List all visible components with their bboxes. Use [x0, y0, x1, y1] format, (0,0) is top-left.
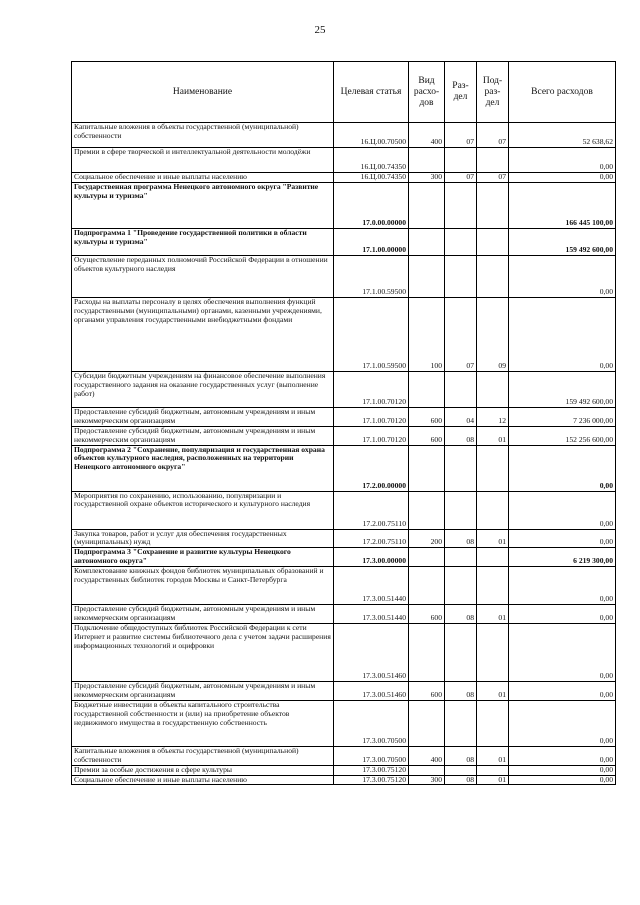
cell-section: 08	[445, 775, 477, 785]
cell-section: 08	[445, 426, 477, 445]
cell-section: 08	[445, 746, 477, 765]
cell-target: 17.1.00.70120	[334, 407, 409, 426]
cell-section	[445, 700, 477, 746]
table-row	[72, 228, 616, 255]
table-row	[72, 491, 616, 529]
cell-type	[409, 255, 445, 297]
cell-subsection: 01	[477, 426, 509, 445]
cell-target: 16.Ц.00.74350	[334, 173, 409, 183]
cell-name: Премии в сфере творческой и интеллектуальной деятельности молодёжи	[72, 148, 334, 173]
cell-name: Социальное обеспечение и иные выплаты населению	[72, 173, 334, 183]
table-row	[72, 529, 616, 548]
cell-name: Подпрограмма 1 "Проведение государственной политики в области культуры и туризма"	[72, 228, 334, 255]
cell-name: Предоставление субсидий бюджетным, автономным учреждениям и иным некоммерческим организациям	[72, 605, 334, 624]
cell-amount: 159 492 600,00	[509, 371, 616, 407]
cell-subsection	[477, 765, 509, 775]
table-row	[72, 123, 616, 148]
cell-subsection	[477, 228, 509, 255]
cell-target: 17.3.00.75120	[334, 775, 409, 785]
table-row	[72, 407, 616, 426]
cell-amount: 0,00	[509, 746, 616, 765]
cell-type	[409, 765, 445, 775]
cell-type	[409, 445, 445, 491]
cell-name: Закупка товаров, работ и услуг для обеспечения государственных (муниципальных) нужд	[72, 529, 334, 548]
cell-type: 200	[409, 529, 445, 548]
table-row	[72, 371, 616, 407]
cell-subsection: 01	[477, 681, 509, 700]
table-row	[72, 567, 616, 605]
cell-amount: 0,00	[509, 529, 616, 548]
cell-amount: 0,00	[509, 255, 616, 297]
cell-type: 300	[409, 173, 445, 183]
cell-name: Государственная программа Ненецкого автономного округа "Развитие культуры и туризма"	[72, 182, 334, 228]
cell-target: 17.0.00.00000	[334, 182, 409, 228]
cell-type: 600	[409, 426, 445, 445]
table-row	[72, 746, 616, 765]
cell-subsection: 09	[477, 297, 509, 371]
cell-type	[409, 548, 445, 567]
cell-amount: 0,00	[509, 297, 616, 371]
header-section: Раз-дел	[445, 62, 477, 123]
cell-type	[409, 700, 445, 746]
cell-name: Капитальные вложения в объекты государственной (муниципальной) собственности	[72, 123, 334, 148]
cell-name: Капитальные вложения в объекты государственной (муниципальной) собственности	[72, 746, 334, 765]
table-row	[72, 445, 616, 491]
cell-amount: 159 492 600,00	[509, 228, 616, 255]
table-row	[72, 255, 616, 297]
cell-amount: 0,00	[509, 681, 616, 700]
cell-target: 17.1.00.59500	[334, 255, 409, 297]
header-subsection: Под-раз-дел	[477, 62, 509, 123]
cell-section: 08	[445, 529, 477, 548]
cell-name: Субсидии бюджетным учреждениям на финансовое обеспечение выполнения государственного задания на оказание государственных услуг (выполнение работ)	[72, 371, 334, 407]
header-name: Наименование	[72, 62, 334, 123]
cell-type	[409, 148, 445, 173]
page-number: 25	[314, 24, 326, 36]
cell-amount: 0,00	[509, 765, 616, 775]
table-row	[72, 765, 616, 775]
cell-type: 600	[409, 407, 445, 426]
cell-subsection	[477, 623, 509, 681]
cell-amount: 166 445 100,00	[509, 182, 616, 228]
cell-name: Осуществление переданных полномочий Российской Федерации в отношении объектов культурного наследия	[72, 255, 334, 297]
cell-target: 17.3.00.70500	[334, 700, 409, 746]
table-row	[72, 775, 616, 785]
cell-type: 600	[409, 681, 445, 700]
cell-target: 17.1.00.00000	[334, 228, 409, 255]
table-body	[72, 123, 616, 785]
cell-name: Подпрограмма 3 "Сохранение и развитие культуры Ненецкого автономного округа"	[72, 548, 334, 567]
header-type: Вид расхо-дов	[409, 62, 445, 123]
cell-target: 17.3.00.51460	[334, 623, 409, 681]
cell-type	[409, 491, 445, 529]
cell-name: Расходы на выплаты персоналу в целях обеспечения выполнения функций государственными (муниципальными) органами, казенными учреждениями, органами управления государственными внебюджетными фондами	[72, 297, 334, 371]
cell-name: Предоставление субсидий бюджетным, автономным учреждениям и иным некоммерческим организациям	[72, 681, 334, 700]
cell-amount: 52 638,62	[509, 123, 616, 148]
cell-target: 17.2.00.75110	[334, 529, 409, 548]
cell-section	[445, 567, 477, 605]
cell-section	[445, 228, 477, 255]
cell-target: 17.3.00.51440	[334, 567, 409, 605]
cell-amount: 0,00	[509, 623, 616, 681]
cell-subsection	[477, 255, 509, 297]
cell-target: 17.3.00.51440	[334, 605, 409, 624]
cell-subsection	[477, 567, 509, 605]
cell-target: 17.1.00.70120	[334, 371, 409, 407]
cell-name: Социальное обеспечение и иные выплаты населению	[72, 775, 334, 785]
header-total: Всего расходов	[509, 62, 616, 123]
cell-section	[445, 548, 477, 567]
table-row	[72, 148, 616, 173]
cell-subsection: 01	[477, 775, 509, 785]
cell-amount: 0,00	[509, 700, 616, 746]
cell-section	[445, 182, 477, 228]
cell-subsection	[477, 182, 509, 228]
cell-target: 17.3.00.75120	[334, 765, 409, 775]
cell-amount: 6 219 300,00	[509, 548, 616, 567]
cell-target: 17.1.00.59500	[334, 297, 409, 371]
table-row	[72, 681, 616, 700]
cell-name: Подпрограмма 2 "Сохранение, популяризация и государственная охрана объектов культурного наследия, расположенных на территории Ненецкого автономного округа"	[72, 445, 334, 491]
cell-name: Комплектование книжных фондов библиотек муниципальных образований и государственных библиотек городов Москвы и Санкт-Петербурга	[72, 567, 334, 605]
cell-section	[445, 255, 477, 297]
cell-type	[409, 567, 445, 605]
cell-name: Премии за особые достижения в сфере культуры	[72, 765, 334, 775]
cell-subsection	[477, 491, 509, 529]
cell-name: Подключение общедоступных библиотек Российской Федерации к сети Интернет и развитие системы библиотечного дела с учетом задачи расширения информационных технологий и оцифровки	[72, 623, 334, 681]
cell-target: 17.3.00.51460	[334, 681, 409, 700]
cell-subsection: 12	[477, 407, 509, 426]
cell-type	[409, 228, 445, 255]
cell-amount: 0,00	[509, 775, 616, 785]
cell-section	[445, 623, 477, 681]
cell-subsection: 07	[477, 173, 509, 183]
table-row	[72, 173, 616, 183]
cell-subsection: 01	[477, 746, 509, 765]
cell-subsection	[477, 700, 509, 746]
cell-type	[409, 623, 445, 681]
cell-target: 16.Ц.00.74350	[334, 148, 409, 173]
cell-section: 08	[445, 681, 477, 700]
cell-amount: 0,00	[509, 173, 616, 183]
cell-amount: 0,00	[509, 567, 616, 605]
table-row	[72, 426, 616, 445]
cell-target: 17.3.00.00000	[334, 548, 409, 567]
cell-section	[445, 765, 477, 775]
budget-table	[71, 61, 616, 785]
cell-subsection	[477, 548, 509, 567]
cell-subsection: 01	[477, 529, 509, 548]
cell-type: 600	[409, 605, 445, 624]
cell-section	[445, 491, 477, 529]
header-target: Целевая статья	[334, 62, 409, 123]
cell-type: 400	[409, 123, 445, 148]
table-row	[72, 548, 616, 567]
table-row	[72, 182, 616, 228]
cell-subsection: 01	[477, 605, 509, 624]
cell-target: 17.2.00.00000	[334, 445, 409, 491]
cell-section: 08	[445, 605, 477, 624]
cell-name: Предоставление субсидий бюджетным, автономным учреждениям и иным некоммерческим организациям	[72, 407, 334, 426]
cell-type: 100	[409, 297, 445, 371]
cell-amount: 152 256 600,00	[509, 426, 616, 445]
cell-target: 17.1.00.70120	[334, 426, 409, 445]
cell-amount: 0,00	[509, 491, 616, 529]
table-row	[72, 700, 616, 746]
cell-section	[445, 371, 477, 407]
cell-target: 17.2.00.75110	[334, 491, 409, 529]
cell-type: 400	[409, 746, 445, 765]
cell-amount: 0,00	[509, 445, 616, 491]
table-row	[72, 297, 616, 371]
cell-type: 300	[409, 775, 445, 785]
cell-type	[409, 371, 445, 407]
cell-name: Предоставление субсидий бюджетным, автономным учреждениям и иным некоммерческим организациям	[72, 426, 334, 445]
cell-section: 07	[445, 173, 477, 183]
cell-amount: 7 236 000,00	[509, 407, 616, 426]
table-row	[72, 605, 616, 624]
cell-type	[409, 182, 445, 228]
cell-section: 07	[445, 123, 477, 148]
cell-section: 07	[445, 297, 477, 371]
cell-subsection	[477, 371, 509, 407]
cell-section	[445, 445, 477, 491]
cell-amount: 0,00	[509, 605, 616, 624]
cell-subsection	[477, 148, 509, 173]
cell-name: Бюджетные инвестиции в объекты капитального строительства государственной собственности и (или) на приобретение объектов недвижимого имущества в государственную собственность	[72, 700, 334, 746]
cell-name: Мероприятия по сохранению, использованию, популяризации и государственной охране объектов исторического и культурного наследия	[72, 491, 334, 529]
cell-subsection	[477, 445, 509, 491]
cell-target: 17.3.00.70500	[334, 746, 409, 765]
cell-amount: 0,00	[509, 148, 616, 173]
cell-subsection: 07	[477, 123, 509, 148]
table-header-row	[72, 62, 616, 123]
cell-section: 04	[445, 407, 477, 426]
cell-target: 16.Ц.00.70500	[334, 123, 409, 148]
cell-section	[445, 148, 477, 173]
table-row	[72, 623, 616, 681]
